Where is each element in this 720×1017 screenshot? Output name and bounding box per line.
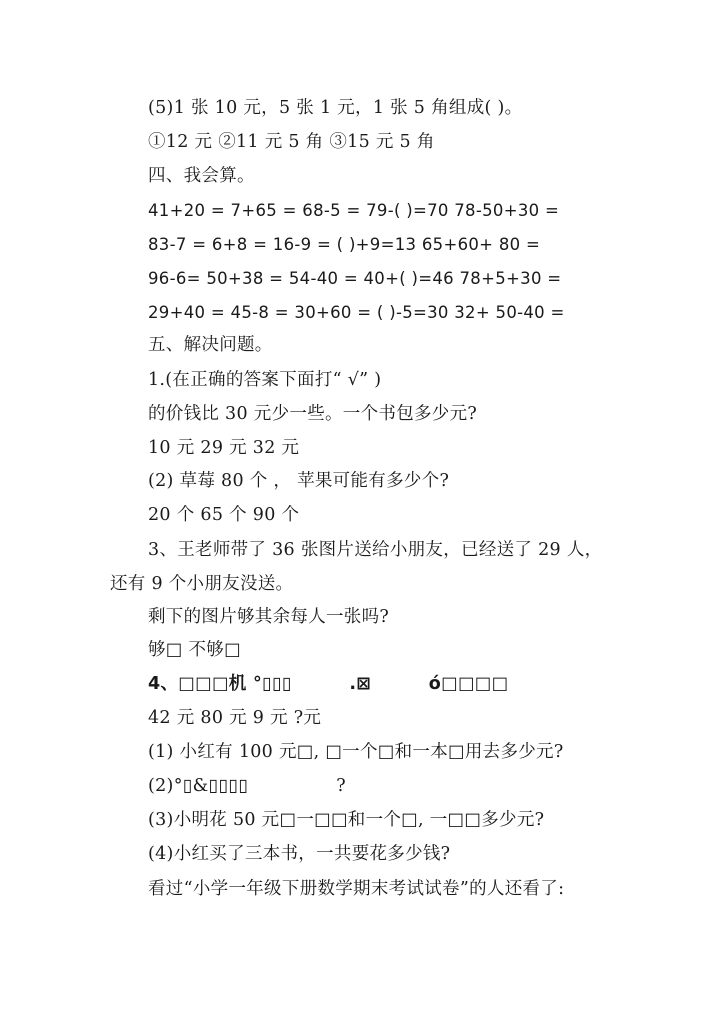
section-4-heading: 四、我会算。 <box>148 166 255 186</box>
problem-4-heading: 4、□□□机 °▯▯▯ .⊠ ó□□□□ <box>148 674 509 694</box>
problem-4-q2: (2)°▯&▯▯▯▯ ? <box>148 776 346 796</box>
calc-row-1: 41+20 = 7+65 = 68-5 = 79-( )=70 78-50+30 = <box>148 201 560 220</box>
calc-row-3: 96-6= 50+38 = 54-40 = 40+( )=46 78+5+30 = <box>148 269 562 288</box>
calc-row-4: 29+40 = 45-8 = 30+60 = ( )-5=30 32+ 50-40 = <box>148 303 565 322</box>
problem-4-q3: (3)小明花 50 元□一□□和一个□, 一□□多少元? <box>148 810 545 830</box>
problem-3-line-1: 3、王老师带了 36 张图片送给小朋友，已经送了 29 人， <box>148 540 603 560</box>
problem-3-question: 剩下的图片够其余每人一张吗? <box>148 607 390 627</box>
problem-1-2-question: (2) 草莓 80 个 ， 苹果可能有多少个? <box>148 471 450 491</box>
problem-3-line-2: 还有 9 个小朋友没送。 <box>110 574 294 594</box>
question-5-line: (5)1 张 10 元，5 张 1 元，1 张 5 角组成( )。 <box>148 98 523 118</box>
calc-row-2: 83-7 = 6+8 = 16-9 = ( )+9=13 65+60+ 80 = <box>148 235 541 254</box>
problem-4-prices: 42 元 80 元 9 元 ?元 <box>148 708 322 728</box>
problem-4-q4: (4)小红买了三本书，一共要花多少钱? <box>148 844 451 864</box>
problem-1-instruction: 1.(在正确的答案下面打“ √” ) <box>148 370 382 390</box>
question-5-options: ①12 元 ②11 元 5 角 ③15 元 5 角 <box>148 132 435 152</box>
related-reading-note: 看过“小学一年级下册数学期末考试试卷”的人还看了: <box>148 879 565 899</box>
section-5-heading: 五、解决问题。 <box>148 335 273 355</box>
problem-1-question: 的价钱比 30 元少一些。一个书包多少元? <box>148 404 478 424</box>
problem-4-q1: (1) 小红有 100 元□, □一个□和一本□用去多少元? <box>148 742 564 762</box>
problem-3-choices: 够□ 不够□ <box>148 640 241 660</box>
problem-1-2-choices: 20 个 65 个 90 个 <box>148 505 300 525</box>
problem-1-choices: 10 元 29 元 32 元 <box>148 438 300 458</box>
